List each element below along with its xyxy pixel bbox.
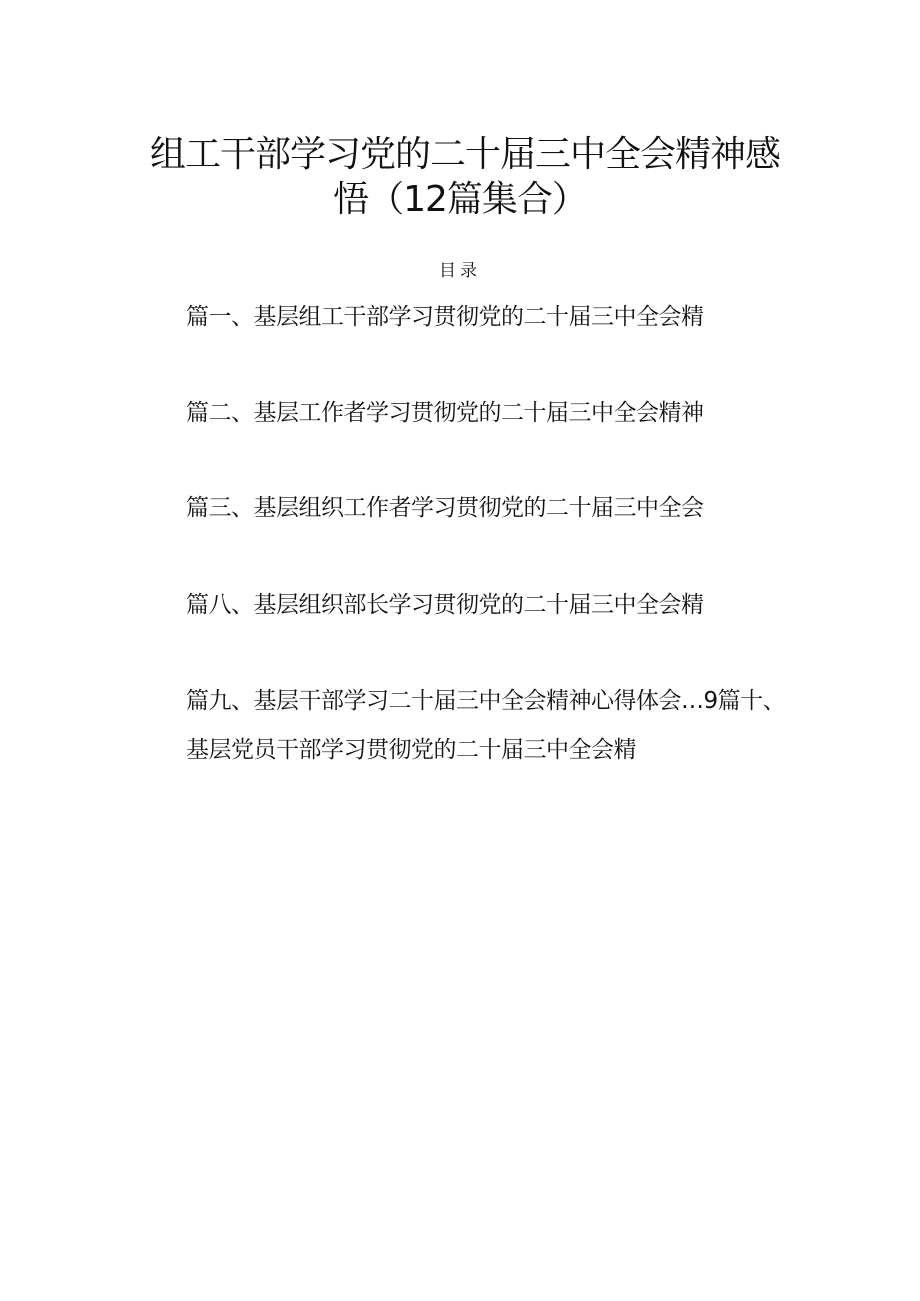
toc-item-5: 篇九、基层干部学习二十届三中全会精神心得体会…9篇十、 <box>186 688 786 714</box>
toc-item-5-continued: 基层党员干部学习贯彻党的二十届三中全会精 <box>186 737 636 763</box>
document-title-line-2: 悟（12篇集合） <box>333 179 587 220</box>
toc-item-3: 篇三、基层组织工作者学习贯彻党的二十届三中全会 <box>186 495 704 521</box>
toc-heading: 目录 <box>439 261 481 281</box>
toc-item-4: 篇八、基层组织部长学习贯彻党的二十届三中全会精 <box>186 592 704 618</box>
toc-item-2: 篇二、基层工作者学习贯彻党的二十届三中全会精神 <box>186 400 704 426</box>
toc-item-1: 篇一、基层组工干部学习贯彻党的二十届三中全会精 <box>186 304 704 330</box>
document-title-line-1: 组工干部学习党的二十届三中全会精神感 <box>150 134 781 175</box>
